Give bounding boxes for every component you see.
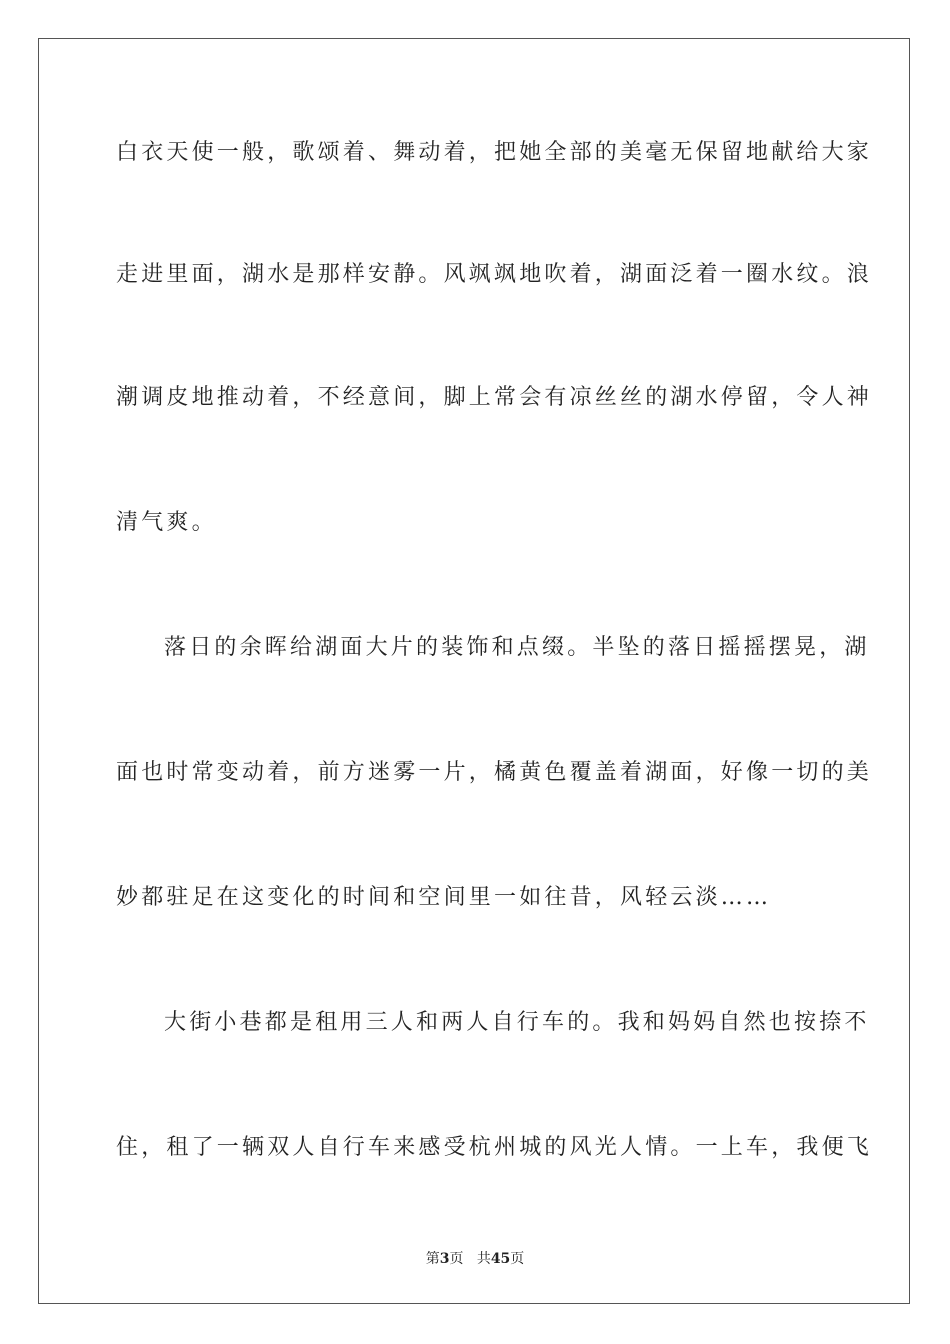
page-footer — [0, 1248, 950, 1268]
total-prefix: 共 — [476, 1251, 491, 1267]
total-suffix: 页 — [510, 1251, 525, 1267]
body-line-6: 面也时常变动着，前方迷雾一片，橘黄色覆盖着湖面，好像一切的美 — [116, 760, 873, 785]
body-line-4: 清气爽。 — [116, 510, 217, 535]
body-line-1: 白衣天使一般，歌颂着、舞动着，把她全部的美毫无保留地献给大家 — [116, 140, 873, 165]
page-number: 3 — [439, 1251, 450, 1267]
body-line-3: 潮调皮地推动着，不经意间，脚上常会有凉丝丝的湖水停留，令人神 — [116, 385, 873, 410]
body-line-8: 大街小巷都是租用三人和两人自行车的。我和妈妈自然也按捺不 — [164, 1010, 870, 1035]
body-line-2: 走进里面，湖水是那样安静。风飒飒地吹着，湖面泛着一圈水纹。浪 — [116, 262, 873, 287]
total-pages: 45 — [490, 1251, 511, 1267]
body-line-9: 住，租了一辆双人自行车来感受杭州城的风光人情。一上车，我便飞 — [116, 1135, 873, 1160]
page-border — [38, 38, 910, 1304]
body-line-7: 妙都驻足在这变化的时间和空间里一如往昔，风轻云淡…… — [116, 885, 772, 910]
page-prefix: 第 — [425, 1251, 440, 1267]
page-suffix: 页 — [449, 1251, 464, 1267]
body-line-5: 落日的余晖给湖面大片的装饰和点缀。半坠的落日摇摇摆晃，湖 — [164, 635, 870, 660]
